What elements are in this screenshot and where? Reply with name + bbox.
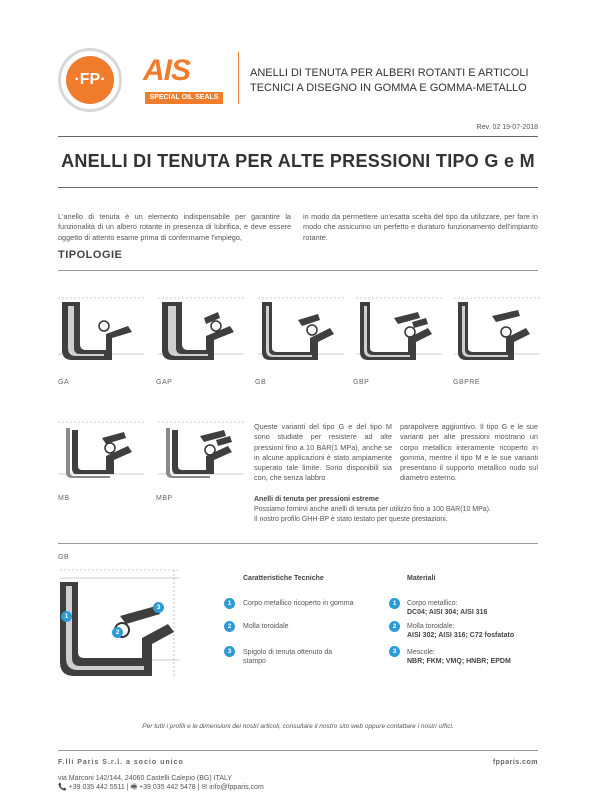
profile-gbpre [454,296,540,366]
profile-ga [58,296,144,366]
revision-date: Rev. 02 19-07-2018 [476,124,538,131]
char-num-1: 1 [224,598,235,609]
mat-label-3: Mescole: [407,649,436,656]
char-text-2: Molla toroidale [243,623,289,630]
profile-mb [58,420,144,486]
page-title: ANELLI DI TENUTA PER ALTE PRESSIONI TIPO G e M [61,151,535,171]
mat-num-2: 2 [389,621,400,632]
callout-1: 1 [61,611,72,622]
footer-website[interactable]: fpparis.com [492,759,538,766]
footer-address-block [58,774,264,792]
mat-text-3 [407,648,511,666]
char-num-2: 2 [224,621,235,632]
profile-gb [258,296,344,366]
fp-logo-mark: ·FP· [66,56,114,104]
label-gb: GB [255,379,267,386]
label-mb: MB [58,495,70,502]
profile-mbp [158,420,244,486]
mat-text-2 [407,622,514,640]
label-ga: GA [58,379,70,386]
section-title-tipologie: TIPOLOGIE [58,249,123,261]
materials-title: Materiali [407,575,436,582]
profile-gbp [356,296,442,366]
header-title-line2: TECNICI A DISEGNO IN GOMMA E GOMMA-METALLO [250,82,527,94]
ais-logo [141,50,223,106]
extreme-pressure-line2: Il nostro profilo GHH-BP è stato testato per queste prestazioni. [254,515,448,523]
mat-value-3: NBR; FKM; VMQ; HNBR; EPDM [407,658,511,665]
variants-text-1: Queste varianti del tipo G e del tipo M sono studiate per resistere ad alte pressioni fino a 10 BAR(1 MPa), anche se in alcune applicazioni è stato ampiamente superato tale limite. Sono disponibili sia con, che senza labbro [254,422,392,483]
footer-contacts[interactable]: 📞 +39 035 442 5511 | 🖷 +39 035 442 5478 | ✉ info@fpparis.com [58,784,264,791]
label-gbpre: GBPRE [453,379,481,386]
divider-footer [58,750,538,751]
callout-2: 2 [112,627,123,638]
fp-logo [58,48,122,112]
divider-top [58,136,538,137]
mat-value-1: DC04; AISI 304; AISI 316 [407,609,488,616]
callout-3: 3 [153,602,164,613]
header-title-line1: ANELLI DI TENUTA PER ALBERI ROTANTI E ARTICOLI [250,67,529,79]
header-divider [238,52,239,104]
footer-company: F.lli Paris S.r.l. a socio unico [58,759,184,766]
mat-num-3: 3 [389,646,400,657]
divider-title [58,187,538,188]
mat-text-1 [407,599,487,617]
detail-label-gb: GB [58,554,70,561]
char-text-3: Spigolo di tenuta ottenuto da stampo [243,649,333,665]
intro-column-2: in modo da permettere un'esatta scelta del tipo da utilizzare, per fare in modo che assicurino un perfetto e duraturo funzionamento dell'impianto rotante. [303,212,538,242]
profile-gap [158,296,244,366]
header-title [250,66,550,96]
divider-section [58,270,538,271]
characteristics-title: Caratteristiche Tecniche [243,575,324,582]
disclaimer: Per tutti i profili e le dimensioni dei nostri articoli, consultare il nostro sito web oppure contattare i nostri uffici. [142,723,454,730]
extreme-pressure-title: Anelli di tenuta per pressioni estreme [254,496,379,503]
intro-column-1: L'anello di tenuta è un elemento indispensabile per garantire la funzionalità di un albero rotante in presenza di lubrifica, e deve essere oggetto di attento esame prima di confermarne l'impiego, [58,212,291,242]
mat-num-1: 1 [389,598,400,609]
char-text-1: Corpo metallico ricoperto in gomma [243,600,354,607]
mat-label-1: Corpo metallico: [407,600,458,607]
extreme-pressure-line1: Possiamo fornirvi anche anelli di tenuta per utilizzo fino a 100 BAR(10 MPa). [254,506,491,513]
label-gap: GAP [156,379,173,386]
mat-value-2: AISI 302; AISI 316; C72 fosfatato [407,632,515,639]
ais-logo-word: AIS [143,54,191,87]
label-mbp: MBP [156,495,173,502]
variants-text-2: parapolvere aggiuntivo. Il tipo G e le sue varianti per alte pressioni mostrano un corpo metallico interamente ricoperto in gomma, mentre il tipo M e le sue varianti presentano il supporto metallico nudo sul diametro esterno. [400,422,538,483]
extreme-pressure-text [254,505,554,524]
footer-address: via Marconi 142/144, 24060 Castelli Calepio (BG) ITALY [58,775,233,782]
label-gbp: GBP [353,379,370,386]
detail-drawing-gb [56,568,184,684]
char-num-3: 3 [224,646,235,657]
ais-logo-subtitle: SPECIAL OIL SEALS [145,92,223,104]
mat-label-2: Molla toroidale: [407,623,455,630]
divider-detail [58,543,538,544]
